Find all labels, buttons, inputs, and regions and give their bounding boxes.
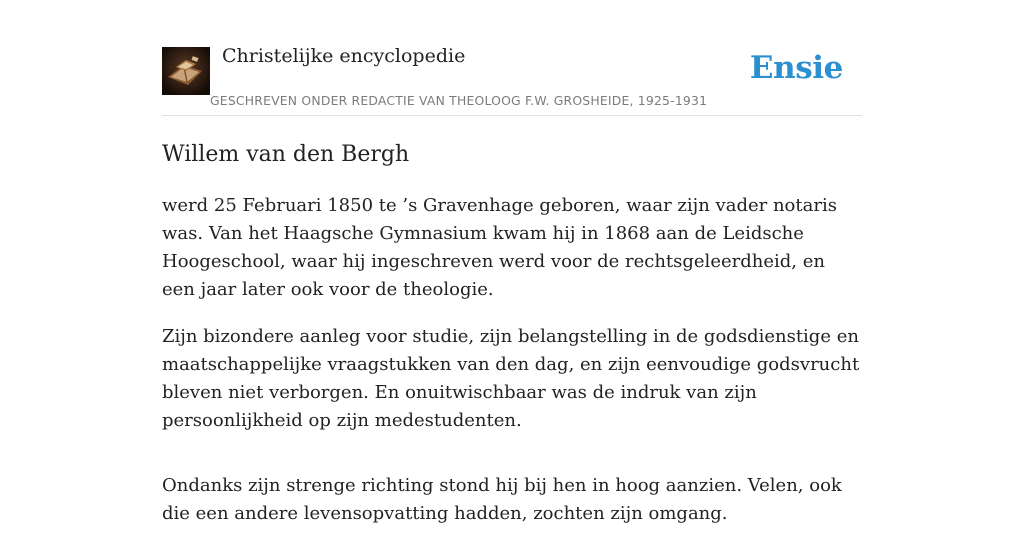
article-title: Willem van den Bergh xyxy=(162,142,410,167)
article-body xyxy=(162,192,862,528)
content-container xyxy=(162,0,862,547)
book-photo-icon xyxy=(162,47,210,95)
article-paragraph: werd 25 Februari 1850 te ’s Gravenhage geboren, waar zijn vader notaris was. Van het Haagsche Gymnasium kwam hij in 1868 aan de Leidsche Hoogeschool, waar hij ingeschreven werd voor de rechtsgeleerdheid, en een jaar later ook voor de theologie. xyxy=(162,195,837,300)
article-paragraph: Zijn bizondere aanleg voor studie, zijn belangstelling in de godsdienstige en maatschappelijke vraagstukken van den dag, en zijn eenvoudige godsvrucht bleven niet verborgen. En onuitwischbaar was de indruk van zijn persoonlijkheid op zijn medestudenten. xyxy=(162,326,860,431)
site-tagline: GESCHREVEN ONDER REDACTIE VAN THEOLOOG F.W. GROSHEIDE, 1925-1931 xyxy=(210,93,708,108)
book-photo-avatar[interactable] xyxy=(162,47,210,95)
ensie-logo-link[interactable]: Ensie xyxy=(749,50,843,86)
site-title-link[interactable]: Christelijke encyclopedie xyxy=(222,45,466,67)
site-header xyxy=(162,0,862,116)
article-paragraph: Ondanks zijn strenge richting stond hij bij hen in hoog aanzien. Velen, ook die een andere levensopvatting hadden, zochten zijn omgang. xyxy=(162,475,842,524)
